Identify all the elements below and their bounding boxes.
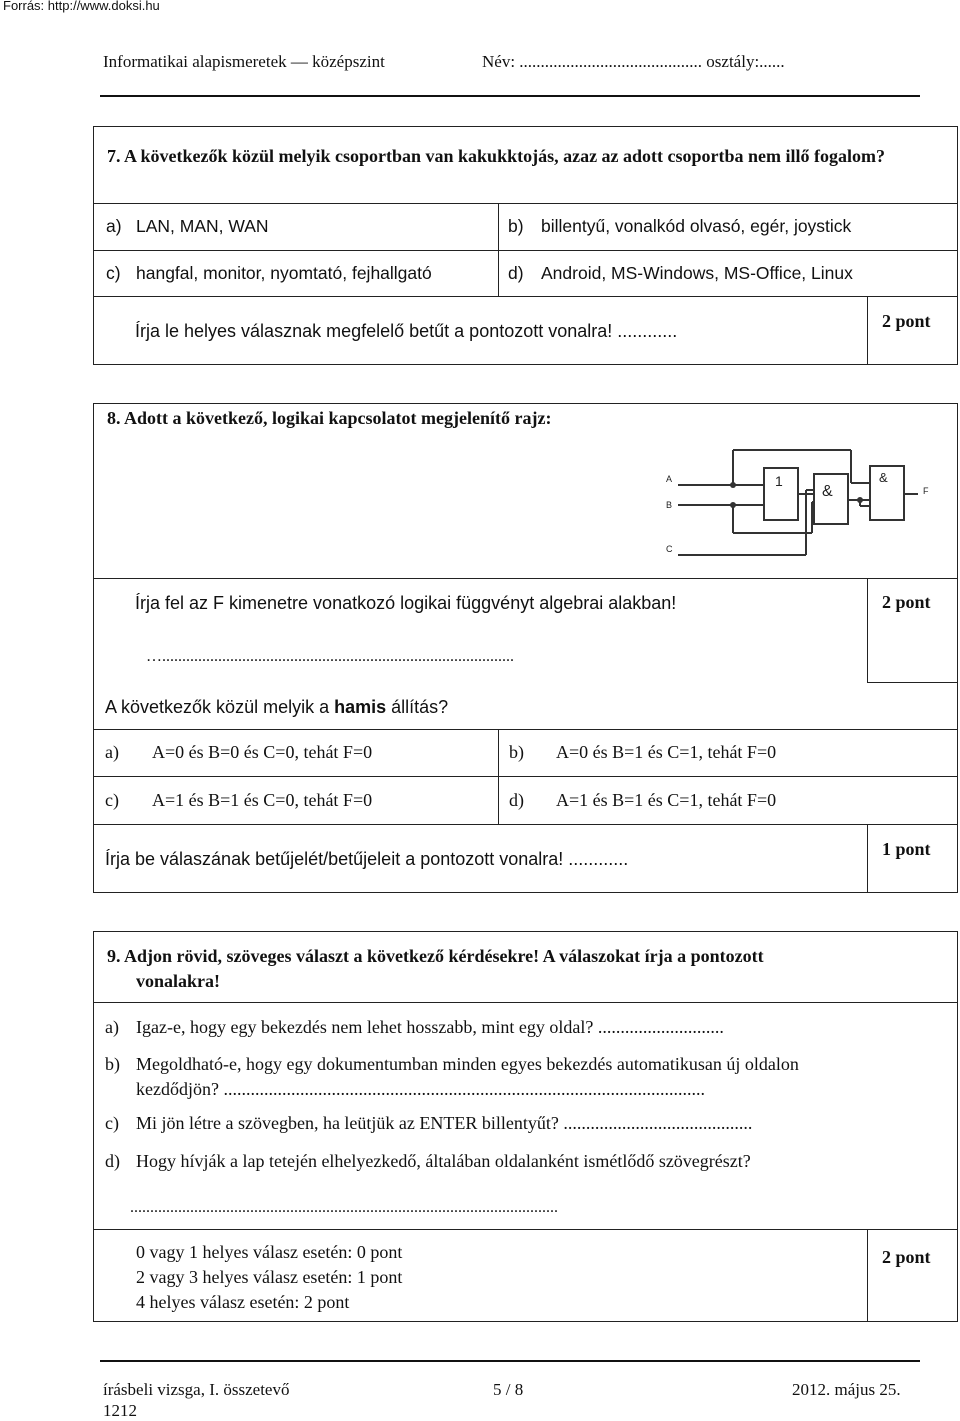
q8-grid-divider (498, 729, 499, 824)
q9-grid-line (93, 1229, 958, 1230)
q8-points-divider (867, 824, 868, 893)
q8-option-c: A=1 és B=1 és C=0, tehát F=0 (152, 790, 373, 810)
q9-item-a-letter: a) (105, 1017, 119, 1037)
q7-option-d: Android, MS-Windows, MS-Office, Linux (541, 263, 853, 283)
q7-instruction: Írja le helyes válasznak megfelelő betűt a pontozott vonalra! ............ (135, 321, 678, 341)
q7-option-a: LAN, MAN, WAN (136, 216, 269, 236)
input-a-label: A (666, 474, 673, 484)
q9-scoring-0: 0 vagy 1 helyes válasz esetén: 0 pont (136, 1242, 403, 1262)
footer-exam-type: írásbeli vizsga, I. összetevő (103, 1380, 290, 1399)
junction-dot (730, 482, 736, 488)
q8-answer-line[interactable]: …........................................................................................ (146, 648, 514, 665)
junction-dot (730, 502, 736, 508)
logic-circuit-diagram (648, 438, 954, 578)
q8-grid-line (93, 824, 958, 825)
footer-rule (100, 1360, 920, 1362)
q8-option-a-letter: a) (105, 742, 119, 762)
header-rule (100, 95, 920, 97)
q7-option-a-letter: a) (106, 216, 122, 236)
q8-grid-line (93, 776, 958, 777)
and-gate-1-label: & (822, 483, 833, 500)
source-url: Forrás: http://www.doksi.hu (3, 0, 160, 13)
q9-item-b-letter: b) (105, 1054, 120, 1074)
q8-points-divider (867, 578, 868, 682)
q8-option-b-letter: b) (509, 742, 524, 762)
q9-item-d-letter: d) (105, 1151, 120, 1171)
q9-item-b: Megoldható-e, hogy egy dokumentumban minden egyes bekezdés automatikusan új oldalon (136, 1054, 799, 1074)
q9-points: 2 pont (882, 1247, 931, 1267)
q9-scoring-2: 4 helyes válasz esetén: 2 pont (136, 1292, 350, 1312)
q7-grid-line (93, 250, 958, 251)
input-b-label: B (666, 500, 673, 510)
header-name-class: Név: ........................................... osztály:...... (482, 52, 785, 71)
q9-scoring-1: 2 vagy 3 helyes válasz esetén: 1 pont (136, 1267, 403, 1287)
footer-page-number: 5 / 8 (493, 1380, 524, 1399)
q9-item-d: Hogy hívják a lap tetején elhelyezkedő, általában oldalanként ismétlődő szövegrészt? (136, 1151, 751, 1171)
q8-option-c-letter: c) (105, 790, 119, 810)
q8-instruction: Írja fel az F kimenetre vonatkozó logikai függvényt algebrai alakban! (135, 593, 677, 613)
input-c-label: C (666, 544, 673, 554)
q7-option-b-letter: b) (508, 216, 524, 236)
q9-points-divider (867, 1229, 868, 1322)
q8-option-a: A=0 és B=0 és C=0, tehát F=0 (152, 742, 373, 762)
q8-option-d-letter: d) (509, 790, 524, 810)
q9-item-b-cont: kezdődjön? ........................................................................................................... (136, 1079, 705, 1099)
q7-option-d-letter: d) (508, 263, 524, 283)
q8-option-d: A=1 és B=1 és C=1, tehát F=0 (556, 790, 777, 810)
or-gate-label: 1 (775, 473, 783, 489)
q8-grid-line (93, 729, 958, 730)
junction-dot (857, 497, 863, 503)
q8-question: 8. Adott a következő, logikai kapcsolatot megjelenítő rajz: (107, 408, 552, 428)
q8-sub-question: A következők közül melyik a hamis állítás? (105, 697, 449, 717)
footer-code: 1212 (103, 1401, 137, 1420)
q7-grid-line (93, 296, 958, 297)
q9-answer-line[interactable]: ........................................................................................................... (130, 1199, 558, 1216)
footer-date: 2012. május 25. (792, 1380, 901, 1399)
q9-item-c-letter: c) (105, 1113, 119, 1133)
q9-item-c: Mi jön létre a szövegben, ha leütjük az ENTER billentyűt? .......................................... (136, 1113, 753, 1133)
q8-points-bottom (867, 682, 958, 683)
q9-question-line1: 9. Adjon rövid, szöveges választ a következő kérdésekre! A válaszokat írja a pontozott (107, 946, 764, 966)
q7-grid-divider (498, 203, 499, 296)
q8-grid-line (93, 578, 958, 579)
header-subject: Informatikai alapismeretek — középszint (103, 52, 385, 71)
q7-question: 7. A következők közül melyik csoportban van kakukktojás, azaz az adott csoportba nem illő fogalom? (107, 146, 886, 166)
q9-question-line2: vonalakra! (136, 971, 221, 991)
and-gate-2-label: & (879, 470, 888, 485)
q7-points-divider (867, 296, 868, 365)
q9-item-a: Igaz-e, hogy egy bekezdés nem lehet hosszabb, mint egy oldal? ............................ (136, 1017, 724, 1037)
q8-instruction2: Írja be válaszának betűjelét/betűjeleit a pontozott vonalra! ............ (105, 849, 629, 869)
q8-option-b: A=0 és B=1 és C=1, tehát F=0 (556, 742, 777, 762)
q9-grid-line (93, 1002, 958, 1003)
q7-grid-line (93, 203, 958, 204)
q7-option-c-letter: c) (106, 263, 121, 283)
q8-points: 2 pont (882, 592, 931, 612)
q7-option-c: hangfal, monitor, nyomtató, fejhallgató (136, 263, 432, 283)
output-f-label: F (923, 486, 929, 496)
q7-points: 2 pont (882, 311, 931, 331)
q8-points2: 1 pont (882, 839, 931, 859)
q7-option-b: billentyű, vonalkód olvasó, egér, joystick (541, 216, 852, 236)
